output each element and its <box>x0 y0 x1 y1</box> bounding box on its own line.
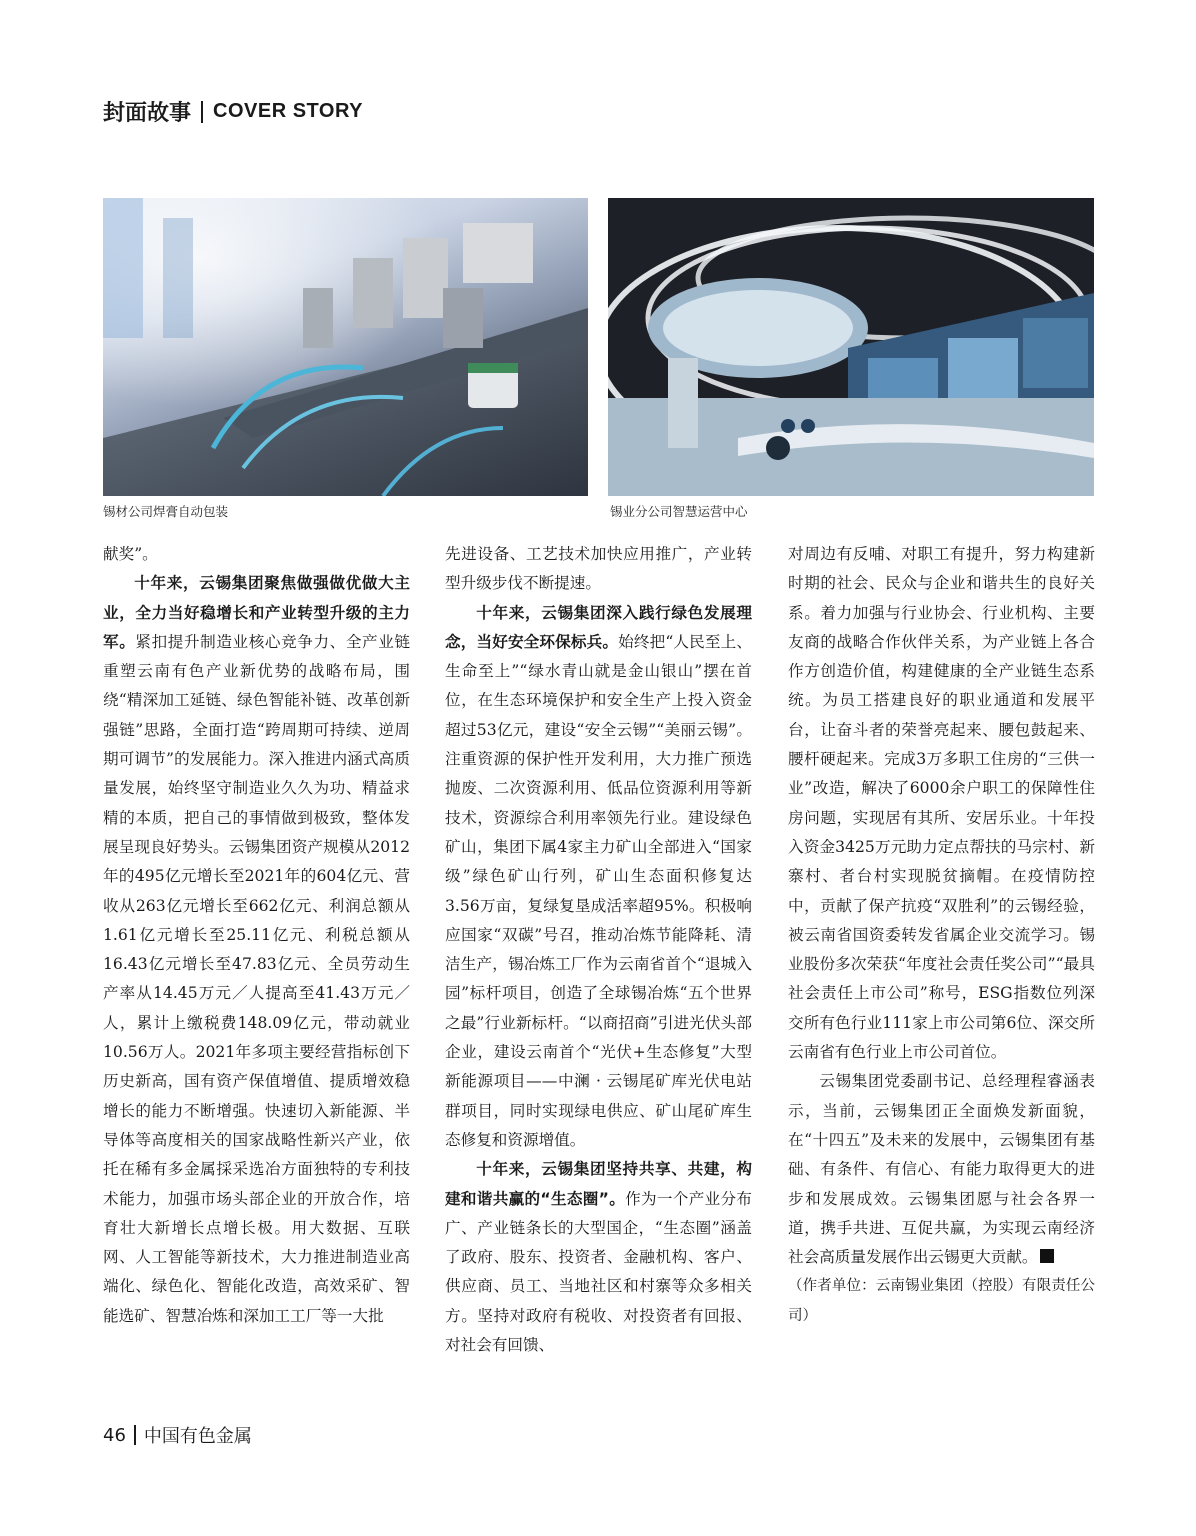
paragraph <box>445 599 752 1156</box>
article-column-3 <box>788 540 1095 1331</box>
photo-caption-right: 锡业分公司智慧运营中心 <box>610 504 748 519</box>
photo-solder-paste-packaging <box>103 198 588 496</box>
paragraph-lead: 十年来，云锡集团深入践行绿色发展理念，当好安全环保标兵。 <box>445 603 752 651</box>
paragraph-body: 作为一个产业分布广、产业链条长的大型国企，“生态圈”涵盖了政府、股东、投资者、金融机构、客户、供应商、员工、当地社区和村寨等众多相关方。坚持对政府有税收、对投资者有回报、对社会有回馈、 <box>445 1189 752 1355</box>
photo-smart-operations-center-image <box>608 198 1094 496</box>
paragraph <box>788 1067 1095 1272</box>
photo-caption-left: 锡材公司焊膏自动包装 <box>103 504 229 519</box>
paragraph <box>103 569 410 1331</box>
article-column-2 <box>445 540 752 1360</box>
footer-divider <box>134 1425 136 1445</box>
paragraph-body: 紧扣提升制造业核心竞争力、全产业链重塑云南有色产业新优势的战略布局，围绕“精深加工延链、绿色智能补链、改革创新强链”思路，全面打造“跨周期可持续、逆周期可调节”的发展能力。深入推进内涵式高质量发展，始终坚守制造业久久为功、精益求精的本质，把自己的事情做到极致，整体发展呈现良好势头。云锡集团资产规模从2012年的495亿元增长至2021年的604亿元、营收从263亿元增长至662亿元、利润总额从1.61亿元增长至25.11亿元、利税总额从16.43亿元增长至47.83亿元、全员劳动生产率从14.45万元／人提高至41.43万元／人，累计上缴税费148.09亿元，带动就业10.56万人。2021年多项主要经营指标创下历史新高，国有资产保值增值、提质增效稳增长的能力不断增强。快速切入新能源、半导体等高度相关的国家战略性新兴产业，依托在稀有多金属採采选冶方面独特的专利技术能力，加强市场头部企业的开放合作，培育壮大新增长点增长极。用大数据、互联网、人工智能等新技术，大力推进制造业高端化、绿色化、智能化改造，高效采矿、智能选矿、智慧冶炼和深加工工厂等一大批 <box>103 632 410 1325</box>
photo-smart-operations-center <box>608 198 1094 496</box>
end-mark-icon <box>1040 1249 1054 1263</box>
paragraph <box>445 1155 752 1360</box>
header-divider <box>201 101 203 123</box>
paragraph-body: 始终把“人民至上、生命至上”“绿水青山就是金山银山”摆在首位，在生态环境保护和安全生产上投入资金超过53亿元，建设“安全云锡”“美丽云锡”。注重资源的保护性开发利用，大力推广预选抛废、二次资源利用、低品位资源利用等新技术，资源综合利用率领先行业。建设绿色矿山，集团下属4家主力矿山全部进入“国家级”绿色矿山行列，矿山生态面积修复达3.56万亩，复绿复垦成活率超95%。积极响应国家“双碳”号召，推动冶炼节能降耗、清洁生产，锡冶炼工厂作为云南省首个“退城入园”标杆项目，创造了全球锡冶炼“五个世界之最”行业新标杆。“以商招商”引进光伏头部企业，建设云南首个“光伏+生态修复”大型新能源项目——中澜 · 云锡尾矿库光伏电站群项目，同时实现绿电供应、矿山尾矿库生态修复和资源增值。 <box>445 632 752 1149</box>
article-column-1 <box>103 540 410 1331</box>
paragraph-continuation: 对周边有反哺、对职工有提升，努力构建新时期的社会、民众与企业和谐共生的良好关系。着力加强与行业协会、行业机构、主要友商的战略合作伙伴关系，为产业链上各合作方创造价值，构建健康的全产业链生态系统。为员工搭建良好的职业通道和发展平台，让奋斗者的荣誉亮起来、腰包鼓起来、腰杆硬起来。完成3万多职工住房的“三供一业”改造，解决了6000余户职工的保障性住房问题，实现居有其所、安居乐业。十年投入资金3425万元助力定点帮扶的马宗村、新寨村、者台村实现脱贫摘帽。在疫情防控中，贡献了保产抗疫“双胜利”的云锡经验，被云南省国资委转发省属企业交流学习。锡业股份多次荣获“年度社会责任奖公司”“最具社会责任上市公司”称号，ESG指数位列深交所有色行业111家上市公司第6位、深交所云南省有色行业上市公司首位。 <box>788 545 1095 1062</box>
magazine-name: 中国有色金属 <box>143 1426 252 1447</box>
paragraph-continuation: 先进设备、工艺技术加快应用推广，产业转型升级步伐不断提速。 <box>445 545 752 593</box>
paragraph-lead: 十年来，云锡集团聚焦做强做优做大主业，全力当好稳增长和产业转型升级的主力军。 <box>103 574 410 651</box>
photo-solder-paste-packaging-image <box>103 198 588 496</box>
paragraph-lead: 十年来，云锡集团坚持共享、共建，构建和谐共赢的“生态圈”。 <box>445 1160 752 1208</box>
paragraph-body: 云锡集团党委副书记、总经理程睿涵表示，当前，云锡集团正全面焕发新面貌，在“十四五”及未来的发展中，云锡集团有基础、有条件、有信心、有能力取得更大的进步和发展成效。云锡集团愿与社会各界一道，携手共进、互促共赢，为实现云南经济社会高质量发展作出云锡更大贡献。 <box>788 1072 1095 1267</box>
paragraph-continuation: 献奖”。 <box>103 545 158 563</box>
page-footer <box>103 1422 252 1448</box>
section-title-en: COVER STORY <box>213 100 363 122</box>
section-header <box>103 96 363 127</box>
page-number: 46 <box>103 1424 126 1446</box>
section-title-cn: 封面故事 <box>103 101 192 126</box>
author-affiliation: （作者单位：云南锡业集团（控股）有限责任公司） <box>788 1278 1095 1324</box>
